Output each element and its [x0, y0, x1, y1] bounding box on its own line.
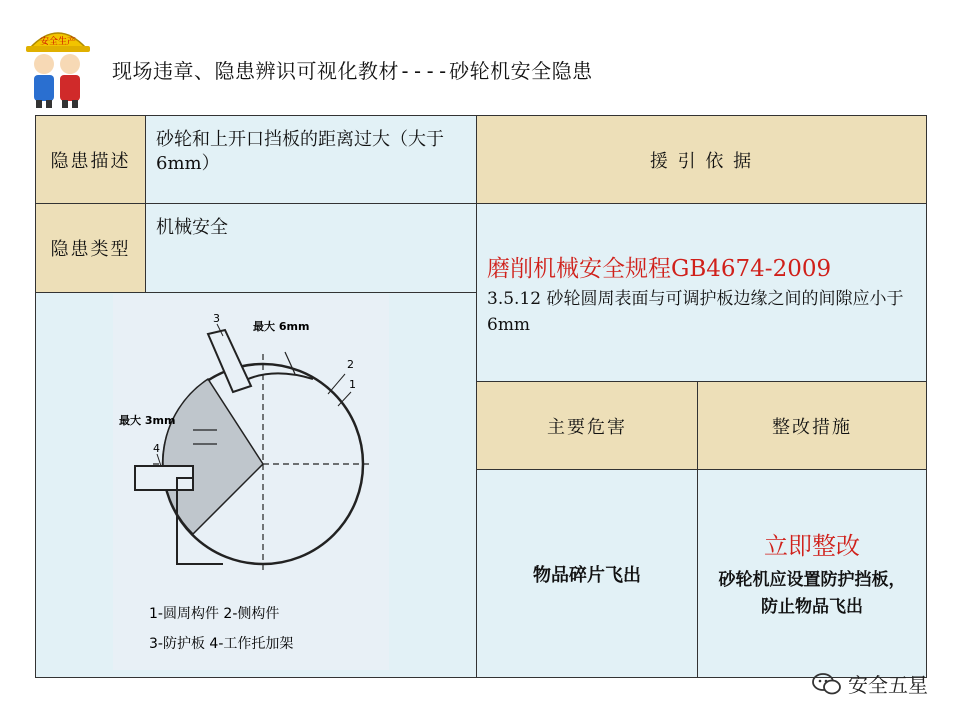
hazard-type-label: 隐患类型 — [35, 203, 146, 293]
rectify-label: 整改措施 — [697, 381, 927, 470]
label-num-2: 2 — [347, 358, 354, 371]
basis-label: 援 引 依 据 — [476, 115, 927, 204]
rectify-text: 砂轮机应设置防护挡板，防止物品飞出 — [718, 570, 906, 617]
main-harm-label: 主要危害 — [476, 381, 698, 470]
legend-line-2: 3-防护板 4-工作托加架 — [149, 636, 294, 652]
main-harm-value: 物品碎片飞出 — [476, 469, 698, 678]
label-num-3: 3 — [213, 312, 220, 325]
watermark-text: 安全五星 — [848, 673, 928, 697]
rectify-title: 立即整改 — [764, 532, 860, 560]
hazard-desc-label: 隐患描述 — [35, 115, 146, 204]
wechat-icon — [812, 672, 842, 696]
hazard-type-value: 机械安全 — [145, 203, 477, 293]
logo — [22, 20, 94, 110]
label-max-3mm: 最大 3mm — [119, 414, 176, 427]
watermark — [812, 669, 928, 698]
regulation-title: 磨削机械安全规程GB4674-2009 — [487, 256, 832, 282]
hazard-desc-value: 砂轮和上开口挡板的距离过大（大于6mm） — [145, 115, 477, 204]
label-num-4: 4 — [153, 442, 160, 455]
label-max-6mm: 最大 6mm — [253, 320, 310, 333]
legend-line-1: 1-圆周构件 2-侧构件 — [149, 606, 280, 622]
label-num-1: 1 — [349, 378, 356, 391]
regulation-text: 3.5.12 砂轮圆周表面与可调护板边缘之间的间隙应小于6mm — [487, 289, 904, 335]
page-title: 现场违章、隐患辨识可视化教材----砂轮机安全隐患 — [112, 59, 593, 83]
regulation-cell — [476, 203, 927, 382]
grinder-diagram — [113, 294, 389, 670]
logo-badge-text: 安全生产 — [39, 37, 77, 47]
rectify-cell — [697, 469, 927, 678]
